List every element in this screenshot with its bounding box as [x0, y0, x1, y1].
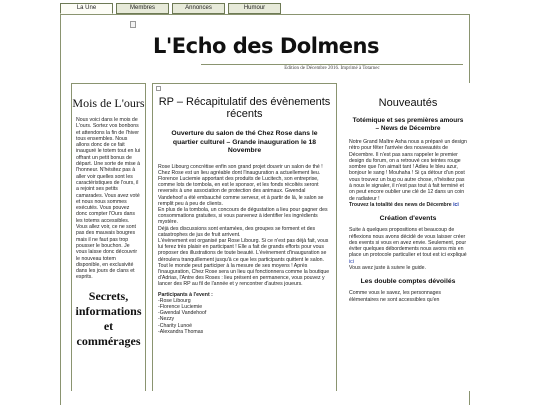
- news-subtitle: Totémique et ses premières amours – News de Décembre: [352, 117, 464, 132]
- news-body: [346, 133, 470, 303]
- page-title: L'Echo des Dolmens: [152, 34, 379, 58]
- participant-item: -Charity Lunoé: [158, 322, 193, 329]
- tab-humour[interactable]: Humour: [228, 3, 281, 14]
- left-column-text: Nous voici dans le mois de L'ours. Sortez vos bonbons et attendons la fin de l'hiver tous ensembles. Nous allons donc de ce fait inauguré le totem tout en lui offrant un petit bonus de départ. Une sorte de mise à l'honneur. N'hésitez pas à aller voir quelles sont les caractéristiques de l'ours, il a rejoint ses petits camarades. Vous avez voté et nous nous sommes exécutés. Vous pouvez donc compter l'Ours dans les totems accessibles. Vous allez voir, ce ne sont pas des mauvais bougres mais il ne faut pas trop pousser le bouchon. Je vous laisse donc découvrir le nouveau totem disponible, en exclusivité dans les jours de clans et esprits.: [76, 117, 141, 281]
- participants-heading: Participants à l'event :: [158, 291, 213, 298]
- article-body: [153, 156, 336, 335]
- double-accounts-heading: Les double comptes dévoilés: [360, 278, 456, 286]
- news-link-text: Trouvez la totalité des news de Décembre: [349, 201, 452, 208]
- broken-image-icon: [130, 21, 136, 28]
- participant-item: -Rose Libourg: [158, 297, 191, 304]
- middle-column: [152, 83, 337, 391]
- news-link[interactable]: ici: [453, 201, 459, 208]
- broken-image-icon: [156, 86, 161, 91]
- news-link-line: [349, 202, 467, 208]
- tab-membres[interactable]: Membres: [116, 3, 169, 14]
- tab-la-une[interactable]: La Une: [60, 3, 113, 14]
- left-column: [71, 83, 146, 391]
- article-subtitle: Ouverture du salon de thé Chez Rose dans le quartier culturel – Grande inauguration le 18 Novembre: [171, 130, 318, 154]
- events-heading: Création d'events: [379, 215, 437, 223]
- article-paragraph: Rose Libourg concrétise enfin son grand projet douvrir un salon de thé ! Chez Rose est un lieu agréable dont l'inauguration a actuellement lieu. Florence Luciemie apportant des produits de Lucitech, son entreprise, comme lots de tombola, en est le sponsor, et les fonds récoltés seront reversés à une association de protection des animaux. Gwendal Vandehoof a été embauché comme serveur, et à partir de là, le salon se remplit peu à peu de clients.: [158, 163, 324, 207]
- edition-divider: [201, 64, 463, 65]
- edition-line: Edition de Décembre 2016. Imprimé à Totarnec: [284, 66, 380, 71]
- events-link[interactable]: ici: [349, 258, 354, 265]
- events-guide-text: Vous avez juste à suivre le guide.: [349, 265, 426, 272]
- article-paragraph: Déjà des discussions sont entamées, des groupes se forment et des catastrophes de jus de fruit arrivent.: [158, 225, 316, 238]
- right-column: [346, 83, 470, 391]
- article-paragraph: L'évènement est organisé par Rose Libourg. Si ce n'est pas déjà fait, vous lui ferez très plaisir en participant ! Elle a fait de grands efforts pour vous proposer des illustrations de toute beauté. L'évènement d'inauguration se déroulera tranquillement jusqu'à ce que les participants quittent le salon. Tout le monde peut participer à la mesure de ses moyens ! Après l'inauguration, Chez Rose sera un lieu qui fonctionnera comme la boutique d'Adrias, l'Antre des Roses : lieu présent en permanence, vous pouvez y lancer des RP au fil de l'année et y rencontrer d'autres joueurs.: [158, 237, 330, 288]
- participant-item: -Florence Luciemie: [158, 303, 203, 310]
- double-accounts-text: Comme vous le savez, les personnages élémentaires ne sont accessibles qu'en: [349, 290, 441, 303]
- participant-item: -Nezzy: [158, 316, 175, 323]
- left-column-body: [72, 111, 145, 281]
- left-column-title: Mois de L'ours: [72, 96, 145, 110]
- events-text: [349, 227, 467, 265]
- participant-item: -Alexandra Thomas: [158, 328, 204, 335]
- tab-annonces[interactable]: Annonces: [172, 3, 225, 14]
- left-column-title-2: Secrets, informations et commérages: [75, 288, 142, 348]
- article-paragraph: En plus de la tombola, un concours de dégustation a lieu pour gagner des consommations gratuites, si vous parvenez à identifier les ingrédients mystère.: [158, 206, 328, 226]
- right-column-title: Nouveautés: [378, 97, 438, 109]
- middle-column-title: RP – Récapitulatif des évènements récents: [158, 96, 331, 120]
- participant-item: -Gwendal Vandehoof: [158, 310, 207, 317]
- events-text-body: Suite à quelques propositions et beaucoup de réflexions nous avons décidé de vous laisser créer des events si vous en avez envie. Seulement, pour éviter quelques débordements nous avons mis en place un protocole particulier et tout est ici expliqué: [349, 227, 467, 259]
- news-text: Notre Grand Maître Asha nous a préparé un design rétro pour fêter l'arrivée des nouveautés de Décembre. Il n'est pas sans rappeler le premier design du forum, on a retrouvé ces teintes rouge sombre que l'on aimait tant ! Adieu le bleu azur, bonjour le sang ! Mouhaha ! Si ça détour d'un post vous trouvez un bug ou autre chose, n'hésitez pas à nous le signaler, il n'est pas tout à fait terminé et on peut encore oublier une clé de 12 dans un coin de radiateur !: [349, 139, 467, 202]
